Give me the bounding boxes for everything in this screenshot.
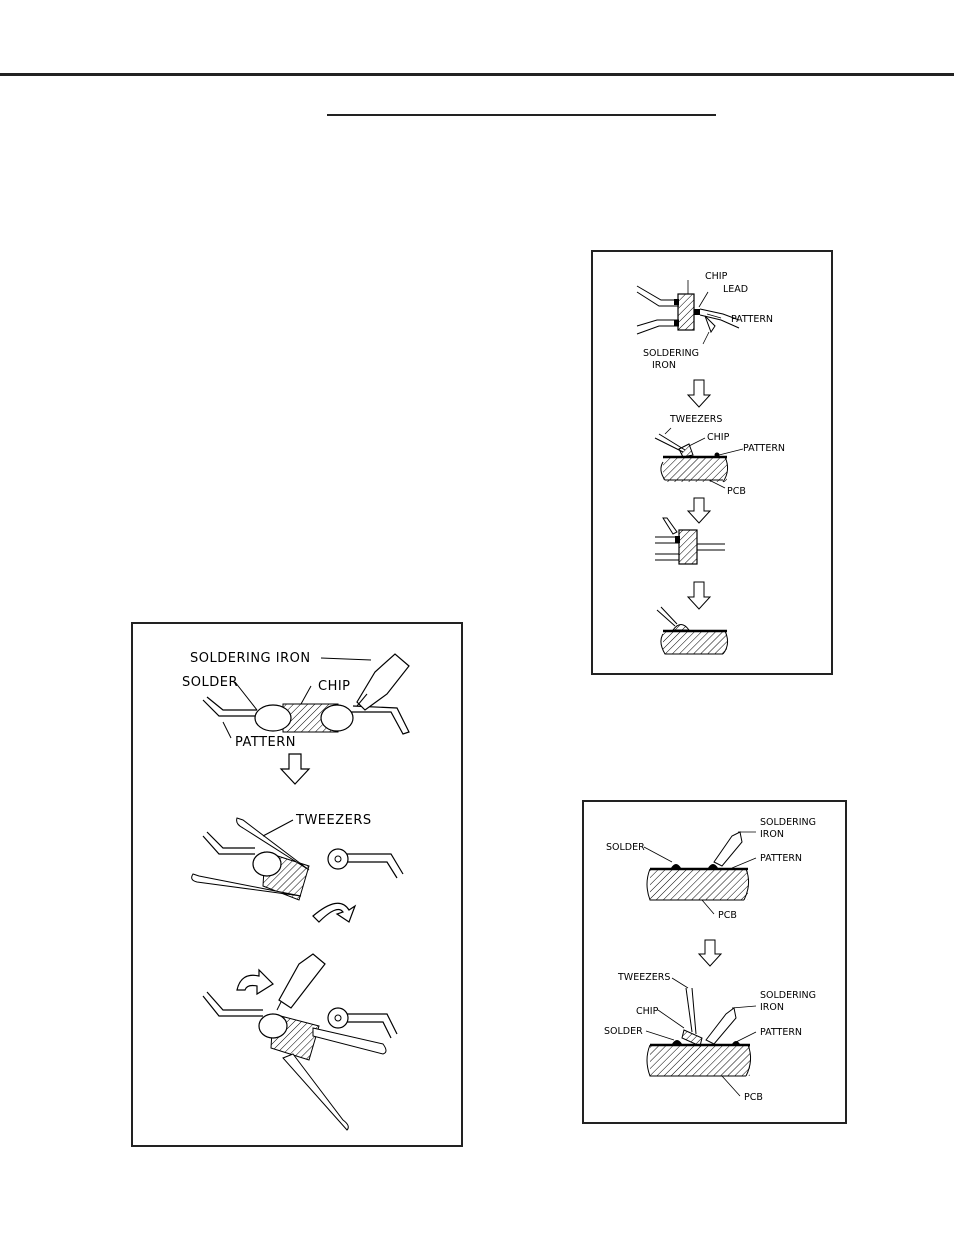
down-arrow-icon (281, 754, 309, 784)
label-soldering-iron-2: IRON (760, 829, 784, 840)
label-soldering-iron-b: SOLDERING (760, 990, 816, 1001)
label-soldering-iron-b-2: IRON (760, 1002, 784, 1013)
down-arrow-icon (688, 582, 710, 609)
label-pattern: PATTERN (235, 735, 297, 750)
label-chip: CHIP (636, 1006, 659, 1017)
chip-resolder-top-view (655, 518, 725, 564)
down-arrow-icon (688, 380, 710, 407)
label-pattern: PATTERN (760, 853, 803, 864)
label-pcb: PCB (718, 910, 737, 921)
title-underline (327, 114, 716, 116)
chip-tweezers-lift (192, 818, 403, 922)
label-tweezers: TWEEZERS (670, 414, 723, 425)
figure-chip-install-drawing (584, 802, 849, 1126)
top-rule (0, 73, 954, 76)
label-tweezers: TWEEZERS (296, 813, 372, 828)
chip-with-solder (203, 654, 409, 738)
figure-chip-desolder-drawing (133, 624, 465, 1149)
label-solder-2: SOLDER (604, 1026, 643, 1037)
label-chip: CHIP (705, 271, 728, 282)
down-arrow-icon (688, 498, 710, 523)
label-soldering-iron-2: IRON (652, 360, 676, 371)
label-lead: LEAD (723, 284, 749, 295)
label-soldering-iron: SOLDERING (643, 348, 699, 359)
figure-chip-install (582, 800, 847, 1124)
label-chip-2: CHIP (707, 432, 730, 443)
chip-final-side-view (657, 607, 728, 654)
chip-side-view (655, 428, 743, 488)
pcb-solder-step (644, 832, 756, 914)
label-pcb: PCB (727, 486, 746, 497)
down-arrow-icon (699, 940, 721, 966)
label-pattern: PATTERN (731, 314, 774, 325)
label-solder: SOLDER (182, 675, 238, 690)
label-solder: SOLDER (606, 842, 645, 853)
figure-chip-removal-drawing (593, 252, 835, 677)
label-tweezers: TWEEZERS (618, 972, 671, 983)
label-pattern-2: PATTERN (760, 1027, 803, 1038)
label-soldering-iron: SOLDERING (760, 817, 816, 828)
figure-chip-desolder (131, 622, 463, 1147)
label-chip: CHIP (318, 679, 351, 694)
label-pcb-2: PCB (744, 1092, 763, 1103)
label-pattern-2: PATTERN (743, 443, 786, 454)
chip-tweezers-rotate (203, 954, 397, 1130)
pcb-chip-place-step (646, 978, 756, 1096)
figure-chip-removal (591, 250, 833, 675)
label-soldering-iron: SOLDERING IRON (190, 651, 311, 666)
